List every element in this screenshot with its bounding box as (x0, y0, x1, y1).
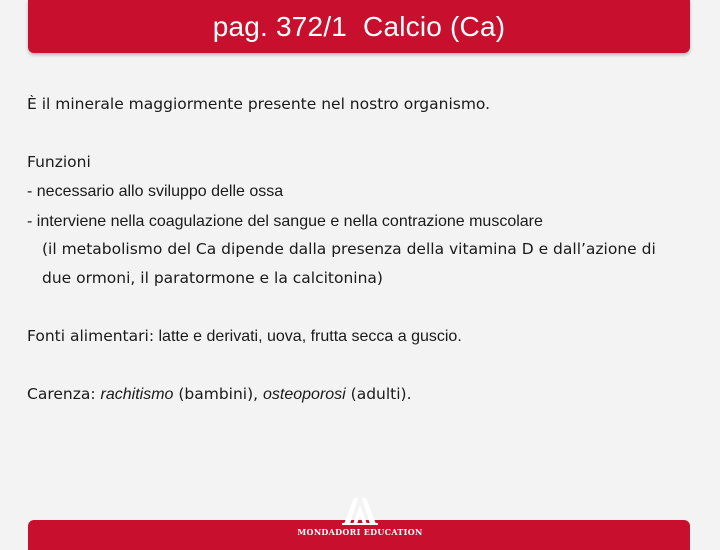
deficiency-separator: : (90, 385, 101, 403)
publisher-logo (290, 496, 430, 540)
functions-heading: Funzioni (27, 153, 91, 171)
list-item (27, 207, 543, 236)
deficiency-item-rachitismo: rachitismo (100, 386, 174, 403)
deficiency-item-osteoporosi: osteoporosi (263, 386, 346, 403)
deficiency-label: Carenza (27, 385, 91, 403)
page-title: pag. 372/1 Calcio (Ca) (212, 10, 506, 42)
sources-separator: : (148, 327, 155, 345)
title-bar (28, 0, 690, 53)
deficiency-line (27, 380, 412, 409)
deficiency-item-2-note: (adulti). (345, 385, 412, 403)
note-line-1: (il metabolismo del Ca dipende dalla presenza della vitamina D e dall’azione di (42, 240, 656, 258)
logo-text: MONDADORI EDUCATION (297, 527, 423, 537)
note-line-2: due ormoni, il paratormone e la calcitonina) (42, 269, 383, 287)
list-item (27, 177, 283, 206)
sources-text: latte e derivati, uova, frutta secca a guscio. (154, 328, 462, 345)
sources-label: Fonti alimentari (27, 327, 149, 345)
intro-text: È il minerale maggiormente presente nel nostro organismo. (27, 95, 491, 113)
deficiency-item-1-note: (bambini), (173, 385, 264, 403)
mondadori-logo-icon (340, 496, 380, 526)
function-item-1: necessario allo sviluppo delle ossa (36, 183, 284, 200)
sources-line (27, 322, 462, 351)
function-item-2: interviene nella coagulazione del sangue e nella contrazione muscolare (36, 213, 543, 230)
bullet-dash: - (27, 183, 33, 200)
bullet-dash: - (27, 213, 33, 230)
